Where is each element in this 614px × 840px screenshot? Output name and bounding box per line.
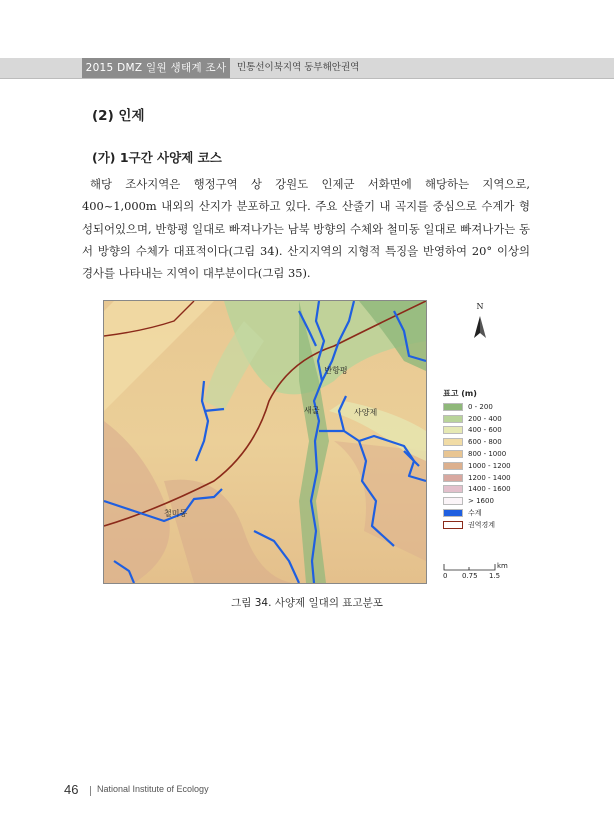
legend-item — [443, 495, 543, 507]
legend-item — [443, 519, 543, 531]
legend-swatch — [443, 450, 463, 458]
legend-label: 600 - 800 — [468, 438, 502, 447]
legend-title: 표고 (m) — [443, 389, 477, 398]
legend-item — [443, 484, 543, 496]
header-divider — [0, 78, 614, 79]
legend-swatch — [443, 462, 463, 470]
legend-swatch — [443, 521, 463, 529]
legend-item — [443, 413, 543, 425]
scale-unit: km — [497, 562, 508, 570]
legend-label: 수계 — [468, 509, 482, 518]
map-legend — [443, 388, 543, 531]
legend-item — [443, 425, 543, 437]
legend-swatch — [443, 474, 463, 482]
place-label-saegol: 새골 — [304, 406, 320, 415]
legend-label: 200 - 400 — [468, 414, 502, 423]
body-paragraph: 해당 조사지역은 행정구역 상 강원도 인제군 서화면에 해당하는 지역으로, 400~1,000m 내외의 산지가 분포하고 있다. 주요 산줄기 내 곡지를 중심으로 수계가 형성되어있으며, 반항평 일대로 빠져나가는 남북 방향의 수체와 철미동 일대로 빠져나가는 동서 방향의 수체가 대표적이다(그림 34). 산지지역의 지형적 특징을 반영하여 20° 이상의 경사를 나타내는 지역이 대부분이다(그림 35). — [82, 177, 530, 281]
place-label-sayangje: 사양제 — [354, 408, 378, 417]
legend-label: 800 - 1000 — [468, 450, 507, 459]
legend-label: 0 - 200 — [468, 402, 493, 411]
legend-item — [443, 472, 543, 484]
legend-item — [443, 460, 543, 472]
page-number: 46 — [64, 782, 79, 797]
legend-item — [443, 507, 543, 519]
legend-item — [443, 448, 543, 460]
figure-caption: 그림 34. 사양제 일대의 표고분포 — [231, 597, 383, 609]
elevation-map — [103, 300, 427, 584]
legend-label: 1000 - 1200 — [468, 461, 511, 470]
header-series-title: 2015 DMZ 일원 생태계 조사 — [82, 58, 230, 78]
elevation-map-graphic — [104, 301, 426, 583]
legend-label: 1400 - 1600 — [468, 485, 511, 494]
legend-label: 권역경계 — [468, 520, 496, 529]
legend-swatch — [443, 485, 463, 493]
legend-swatch — [443, 403, 463, 411]
north-label: N — [476, 302, 484, 311]
legend-item — [443, 401, 543, 413]
place-label-cheolmidong: 철미동 — [164, 509, 188, 518]
legend-swatch — [443, 497, 463, 505]
legend-label: > 1600 — [468, 497, 494, 506]
scale-tick-0: 0 — [443, 572, 448, 580]
subsection-title: (가) 1구간 사양제 코스 — [92, 150, 222, 165]
legend-swatch — [443, 415, 463, 423]
scale-bar — [443, 562, 513, 584]
top-margin — [0, 0, 614, 56]
legend-swatch — [443, 438, 463, 446]
legend-swatch — [443, 509, 463, 517]
footer-institution: National Institute of Ecology — [97, 784, 209, 794]
scale-tick-1: 0.75 — [462, 572, 478, 580]
section-title: (2) 인제 — [92, 108, 145, 124]
north-arrow-icon — [469, 302, 491, 342]
legend-item — [443, 436, 543, 448]
scale-tick-2: 1.5 — [489, 572, 501, 580]
footer-separator — [90, 786, 91, 796]
legend-label: 400 - 600 — [468, 426, 502, 435]
place-label-banhangpyeong: 반항평 — [324, 366, 348, 375]
legend-swatch — [443, 426, 463, 434]
header-region-title: 민통선이북지역 동부해안권역 — [237, 62, 360, 73]
legend-label: 1200 - 1400 — [468, 473, 511, 482]
north-arrow — [469, 302, 491, 342]
